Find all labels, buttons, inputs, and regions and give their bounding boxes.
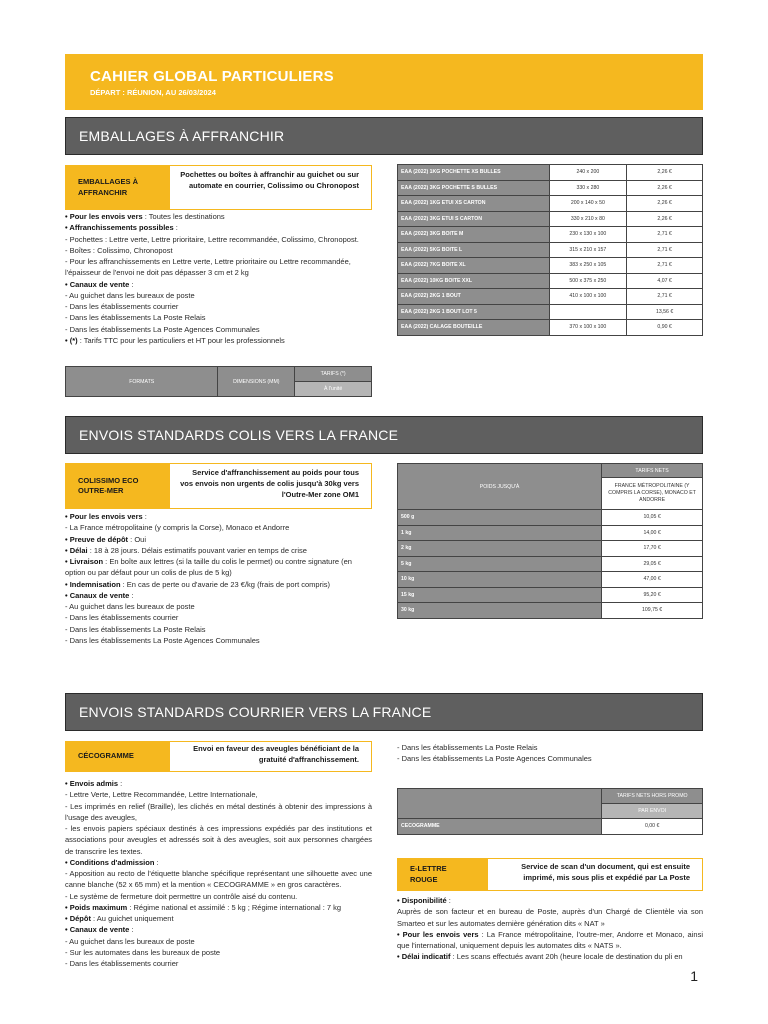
line-bold: • Conditions d'admission (65, 857, 155, 867)
text-line (65, 778, 372, 789)
cell-dim: 500 x 375 x 250 (549, 273, 627, 289)
table-row (398, 211, 703, 227)
line-text: : Au guichet uniquement (90, 914, 174, 923)
line-bold: • Délai indicatif (397, 952, 451, 962)
line-text: : Toutes les destinations (142, 212, 225, 221)
line-text: - les envois papiers spéciaux destinés à ces impressions expédiés par des institutions et associations pour aveugles et adressés soit à des aveugles, soit aux personnes chargées de transcrire les textes. (65, 824, 372, 856)
ceco-per-header: PAR ENVOI (602, 804, 703, 819)
ceco-row-label: CECOGRAMME (398, 819, 602, 835)
ceco-tarifs-header: TARIFS NETS HORS PROMO (602, 789, 703, 804)
table-row (398, 320, 703, 336)
line-text: - Les imprimés en relief (Braille), les clichés en métal destinés à obtenir des impressions à l'usage des aveugles, (65, 801, 372, 822)
cell-price: 2,71 € (627, 227, 703, 243)
text-line (65, 958, 372, 969)
text-line (65, 211, 385, 222)
text-line (65, 936, 372, 947)
line-bold: • Envois admis (65, 779, 119, 788)
cell-dim: 315 x 210 x 157 (549, 242, 627, 258)
text-line (65, 601, 390, 612)
cell-format: EAA (2022) 3KG BOITE M (398, 227, 550, 243)
cell-price: 2,26 € (627, 165, 703, 181)
text-line (65, 301, 385, 312)
line-text: : (446, 896, 451, 905)
cecogramme-table (397, 788, 703, 835)
dimensions-header: DIMENSIONS (MM) (218, 367, 295, 397)
line-bold: • Poids maximum (65, 902, 128, 912)
cell-format: EAA (2022) 7KG BOITE XL (398, 258, 550, 274)
line-text: : Les scans effectués avant 20h (heure locale de destination du pli en (450, 952, 683, 962)
elettre-label: E-LETTRE ROUGE (398, 859, 488, 890)
colis-description: Service d'affranchissement au poids pour tous vos envois non urgents de colis jusqu'à 30kg vers l'Outre-Mer zone OM1 (180, 468, 359, 499)
line-bold: • Canaux de vente (65, 925, 130, 935)
text-line (65, 868, 372, 891)
line-text: : (154, 857, 159, 867)
text-line (65, 522, 390, 533)
text-line (65, 222, 385, 233)
cell-dim: 240 x 200 (549, 165, 627, 181)
line-text: : Oui (128, 534, 146, 544)
line-text: Auprès de son facteur et en bureau de Poste, auprès d'un Chargé de Clientèle via son Smarteo et sur les automates dernière génération dits « NAT » (397, 907, 703, 928)
line-bold: • (*) (65, 335, 78, 345)
line-text: - Dans les établissements La Poste Relais (65, 624, 206, 634)
cell-price: 2,71 € (627, 242, 703, 258)
text-line (65, 290, 385, 301)
cell-dim: 200 x 140 x 50 (549, 196, 627, 212)
unit-header: À l'unité (295, 382, 372, 397)
cell-price: 29,05 € (602, 556, 703, 572)
line-bold: • Disponibilité (397, 896, 447, 905)
cell-format: EAA (2022) 10KG BOITE XXL (398, 273, 550, 289)
formats-header: FORMATS (66, 367, 218, 397)
ceco-empty-header (398, 789, 602, 819)
text-line (65, 902, 372, 913)
table-row (398, 196, 703, 212)
line-text: - Pour les affranchissements en Lettre verte, Lettre prioritaire ou Lettre recommandée, (65, 257, 351, 266)
line-text: : (173, 223, 178, 233)
line-text: - Au guichet dans les bureaux de poste (65, 290, 195, 300)
line-text: - Lettre Verte, Lettre Recommandée, Lettre Internationale, (65, 790, 258, 800)
cell-price: 2,26 € (627, 211, 703, 227)
line-bold: • Canaux de vente (65, 279, 130, 289)
table-row (398, 165, 703, 181)
text-line (65, 234, 385, 245)
cell-format: EAA (2022) 3KG POCHETTE S BULLES (398, 180, 550, 196)
text-line (65, 913, 372, 924)
text-line (65, 556, 390, 567)
text-line (65, 635, 390, 646)
cell-price: 95,20 € (602, 587, 703, 603)
table-row (398, 603, 703, 619)
emballages-description: Pochettes ou boîtes à affranchir au guichet ou sur automate en courrier, Colissimo ou Chronopost (180, 170, 359, 190)
table-row (398, 273, 703, 289)
text-line (65, 511, 390, 522)
line-text: : Tarifs TTC pour les particuliers et HT pour les professionnels (77, 335, 285, 345)
text-line (397, 906, 703, 929)
table-row (398, 258, 703, 274)
cell-format: EAA (2022) 2KG 1 BOUT LOT 5 (398, 304, 550, 320)
line-bold: • Dépôt (65, 914, 91, 923)
cell-price: 4,07 € (627, 273, 703, 289)
cell-price: 2,26 € (627, 180, 703, 196)
cell-price: 2,71 € (627, 289, 703, 305)
line-text: - Dans les établissements courrier (65, 613, 179, 623)
colis-label: COLISSIMO ECO OUTRE-MER (66, 464, 170, 508)
table-row (398, 541, 703, 557)
line-text: - Apposition au recto de l'étiquette blanche spécifique représentant une silhouette avec une canne blanche (52 x 65 mm) et la mention « CECOGRAMME » en gros caractères. (65, 869, 372, 890)
line-text: : 18 à 28 jours. Délais estimatifs pouvant varier en temps de crise (87, 545, 307, 555)
text-line (65, 857, 372, 868)
line-text: - Pochettes : Lettre verte, Lettre prioritaire, Lettre recommandée, Colissimo, Chronopost. (65, 234, 359, 244)
line-text: - Au guichet dans les bureaux de poste (65, 936, 195, 946)
ceco-right-line: - Dans les établissements La Poste Agences Communales (397, 754, 592, 764)
cell-price: 109,75 € (602, 603, 703, 619)
elettre-details (397, 895, 703, 963)
line-text: : Régime national et assimilé : 5 kg ; Régime international : 7 kg (127, 902, 342, 912)
cell-dim: 383 x 250 x 105 (549, 258, 627, 274)
text-line (65, 245, 385, 256)
cecogramme-right-lines (397, 742, 697, 765)
text-line (65, 801, 372, 824)
text-line (65, 324, 385, 335)
emballages-table-header (65, 366, 372, 397)
page-subtitle: DÉPART : RÉUNION, AU 26/03/2024 (90, 88, 216, 97)
cecogramme-info-box (65, 741, 372, 772)
cell-weight: 30 kg (398, 603, 602, 619)
line-text: - Le système de fermeture doit permettre un contrôle aisé du contenu. (65, 891, 298, 901)
line-bold: • Affranchissements possibles (65, 223, 174, 233)
cell-weight: 15 kg (398, 587, 602, 603)
page-number: 1 (690, 968, 698, 984)
text-line (65, 335, 385, 346)
line-text: - La France métropolitaine (y compris la Corse), Monaco et Andorre (65, 523, 290, 533)
table-row (398, 525, 703, 541)
text-line (65, 279, 385, 290)
line-text: l'épaisseur de l'envoi ne doit pas dépasser 3 cm et 2 kg (65, 268, 249, 278)
cell-price: 47,00 € (602, 572, 703, 588)
cell-format: EAA (2022) 2KG 1 BOUT (398, 289, 550, 305)
table-row (398, 227, 703, 243)
cell-price: 17,70 € (602, 541, 703, 557)
line-text: : (118, 779, 123, 788)
cell-dim: 410 x 100 x 100 (549, 289, 627, 305)
line-text: - Dans les établissements courrier (65, 302, 179, 311)
line-bold: • Canaux de vente (65, 590, 130, 600)
text-line (65, 823, 372, 857)
ceco-row-price: 0,00 € (602, 819, 703, 835)
line-bold: • Preuve de dépôt (65, 534, 129, 544)
cecogramme-description: Envoi en faveur des aveugles bénéficiant de la gratuité d'affranchissement. (193, 744, 359, 764)
line-text: - Au guichet dans les bureaux de poste (65, 602, 195, 611)
colis-details (65, 511, 390, 646)
cell-format: EAA (2022) 1KG POCHETTE XS BULLES (398, 165, 550, 181)
colis-info-box (65, 463, 372, 509)
emballages-table (397, 164, 703, 336)
line-text: - Sur les automates dans les bureaux de poste (65, 947, 221, 957)
table-row (398, 304, 703, 320)
emballages-details (65, 211, 385, 346)
cell-price: 13,56 € (627, 304, 703, 320)
emballages-label: EMBALLAGES À AFFRANCHIR (66, 166, 170, 209)
cell-dim: 230 x 130 x 100 (549, 227, 627, 243)
cell-weight: 10 kg (398, 572, 602, 588)
table-row (398, 572, 703, 588)
line-text: : La France métropolitaine, l'outre-mer, Andorre et Monaco, ainsi que l'international, uniquement depuis les automates dits « NATS ». (397, 929, 703, 950)
text-line (397, 951, 703, 962)
text-line (65, 312, 385, 323)
section-title-courrier: ENVOIS STANDARDS COURRIER VERS LA FRANCE (65, 693, 703, 731)
cell-dim: 330 x 210 x 80 (549, 211, 627, 227)
line-text: option ou par défaut pour un colis de plus de 5 kg) (65, 568, 232, 578)
line-bold: • Pour les envois vers (65, 212, 143, 221)
text-line (65, 624, 390, 635)
text-line (65, 567, 390, 578)
cell-price: 2,71 € (627, 258, 703, 274)
text-line (65, 947, 372, 958)
line-bold: • Livraison (65, 557, 104, 566)
colis-dest-header: FRANCE MÉTROPOLITAINE (Y COMPRIS LA CORSE), MONACO ET ANDORRE (602, 478, 703, 510)
text-line (65, 579, 390, 590)
line-text: : (129, 279, 134, 289)
table-row (398, 510, 703, 526)
line-text: - Dans les établissements courrier (65, 959, 179, 968)
cell-format: EAA (2022) 1KG ETUI XS CARTON (398, 196, 550, 212)
cell-format: EAA (2022) 5KG BOITE L (398, 242, 550, 258)
line-text: - Dans les établissements La Poste Relais (65, 313, 206, 323)
text-line (65, 256, 385, 267)
text-line (65, 590, 390, 601)
text-line (65, 545, 390, 556)
table-row (398, 556, 703, 572)
line-bold: • Pour les envois vers (397, 929, 479, 939)
text-line (397, 895, 703, 906)
line-text: : (129, 590, 134, 600)
line-bold: • Indemnisation (65, 579, 121, 589)
text-line (65, 267, 385, 278)
cell-weight: 2 kg (398, 541, 602, 557)
table-row (398, 242, 703, 258)
colis-table (397, 463, 703, 619)
text-line (65, 534, 390, 545)
cell-weight: 5 kg (398, 556, 602, 572)
text-line (65, 924, 372, 935)
tarifs-header: TARIFS (*) (295, 367, 372, 382)
cell-dim: 370 x 100 x 100 (549, 320, 627, 336)
line-text: : En boîte aux lettres (si la taille du colis le permet) ou contre signature (en (103, 557, 352, 566)
cell-format: EAA (2022) CALAGE BOUTEILLE (398, 320, 550, 336)
text-line (397, 929, 703, 952)
table-row (398, 289, 703, 305)
cell-price: 14,00 € (602, 525, 703, 541)
line-text: : (142, 512, 147, 521)
cecogramme-details (65, 778, 372, 969)
section-title-colis: ENVOIS STANDARDS COLIS VERS LA FRANCE (65, 416, 703, 454)
section-title-emballages: EMBALLAGES À AFFRANCHIR (65, 117, 703, 155)
elettre-description: Service de scan d'un document, qui est ensuite imprimé, mis sous plis et expédié par La Poste (521, 862, 690, 882)
page-title: CAHIER GLOBAL PARTICULIERS (90, 68, 334, 85)
ceco-right-line: - Dans les établissements La Poste Relais (397, 743, 538, 752)
elettre-info-box (397, 858, 703, 891)
table-row (398, 180, 703, 196)
cecogramme-label: CÉCOGRAMME (66, 742, 170, 771)
line-text: : En cas de perte ou d'avarie de 23 €/kg (frais de port compris) (120, 579, 331, 589)
cell-dim: 330 x 280 (549, 180, 627, 196)
text-line (65, 789, 372, 800)
emballages-info-box (65, 165, 372, 210)
cell-weight: 1 kg (398, 525, 602, 541)
line-bold: • Pour les envois vers (65, 512, 143, 521)
line-text: - Dans les établissements La Poste Agences Communales (65, 635, 260, 645)
colis-tarifs-header: TARIFS NETS (602, 464, 703, 478)
cell-price: 0,90 € (627, 320, 703, 336)
line-text: : (129, 925, 134, 935)
text-line (65, 891, 372, 902)
line-text: - Dans les établissements La Poste Agences Communales (65, 324, 260, 334)
cell-price: 10,05 € (602, 510, 703, 526)
table-row (398, 587, 703, 603)
line-bold: • Délai (65, 545, 88, 555)
line-text: - Boîtes : Colissimo, Chronopost (65, 245, 173, 255)
weight-header: POIDS JUSQU'À (398, 464, 602, 510)
cell-weight: 500 g (398, 510, 602, 526)
cell-dim (549, 304, 627, 320)
text-line (65, 612, 390, 623)
cell-price: 2,26 € (627, 196, 703, 212)
cell-format: EAA (2022) 3KG ETUI S CARTON (398, 211, 550, 227)
